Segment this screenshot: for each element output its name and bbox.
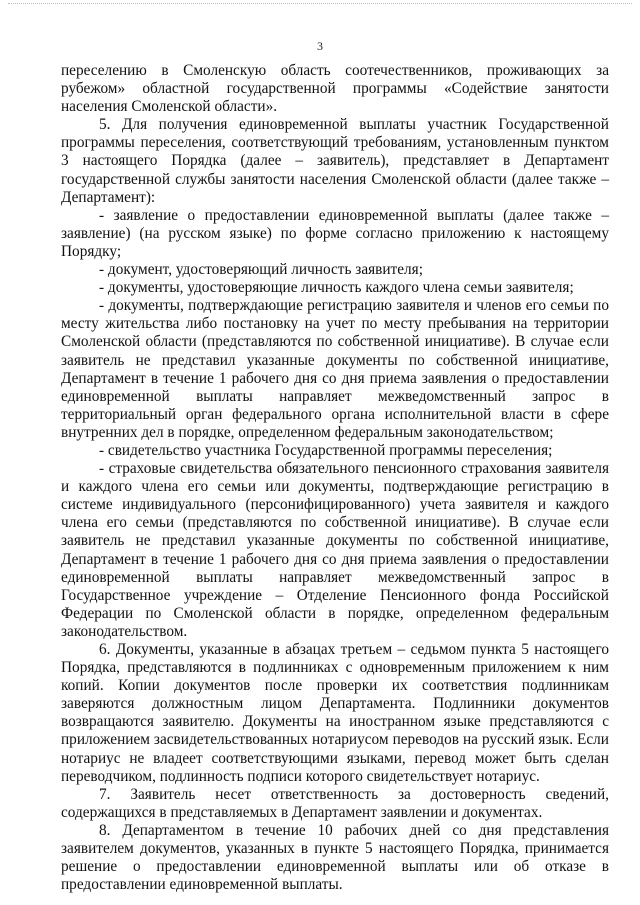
scan-edge-rule xyxy=(8,3,632,4)
list-item-application: - заявление о предоставлении единовременной выплаты (далее также – заявление) (на русском языке) по форме согласно приложению к настоящему Порядку; xyxy=(61,206,609,260)
paragraph-item-7: 7. Заявитель несет ответственность за достоверность сведений, содержащихся в представляемых в Департамент заявлении и документах. xyxy=(61,785,609,821)
paragraph-item-8: 8. Департаментом в течение 10 рабочих дней со дня представления заявителем документов, указанных в пункте 5 настоящего Порядка, принимается решение о предоставлении единовременной выплаты или об отказе в предоставлении единовременной выплаты. xyxy=(61,821,609,894)
paragraph-item-5: 5. Для получения единовременной выплаты участник Государственной программы переселения, соответствующий требованиям, установленным пунктом 3 настоящего Порядка (далее – заявитель), представляет в Департамент государственной службы занятости населения Смоленской области (далее также – Департамент): xyxy=(61,116,609,206)
paragraph-item-6: 6. Документы, указанные в абзацах третьем – седьмом пункта 5 настоящего Порядка, представляются в подлинниках с одновременным приложением к ним копий. Копии документов после проверки их соответствия подлинникам заверяются должностным лицом Департамента. Подлинники документов возвращаются заявителю. Документы на иностранном языке представляются с приложением засвидетельствованных нотариусом переводов на русский язык. Если нотариус не владеет соответствующими языками, перевод может быть сделан переводчиком, подлинность подписи которого свидетельствует нотариус. xyxy=(61,641,609,785)
page-number: 3 xyxy=(317,39,323,53)
list-item-program-certificate: - свидетельство участника Государственной программы переселения; xyxy=(99,441,553,459)
list-item-pension-insurance: - страховые свидетельства обязательного пенсионного страхования заявителя и каждого члена его семьи или документы, подтверждающие регистрацию в системе индивидуального (персонифицированного) учета заявителя и каждого члена его семьи (представляются по собственной инициативе). В случае если заявитель не представил указанные документы по собственной инициативе, Департамент в течение 1 рабочего дня со дня приема заявления о предоставлении единовременной выплаты направляет межведомственный запрос в Государственное учреждение – Отделение Пенсионного фонда Российской Федерации по Смоленской области в порядке, определенном федеральным законодательством. xyxy=(61,460,609,640)
paragraph-continuation: переселению в Смоленскую область соотечественников, проживающих за рубежом» областной государственной программы «Содействие занятости населения Смоленской области». xyxy=(61,62,609,116)
document-body xyxy=(61,62,609,894)
list-item-registration-documents: - документы, подтверждающие регистрацию заявителя и членов его семьи по месту жительства либо постановку на учет по месту пребывания на территории Смоленской области (представляются по собственной инициативе). В случае если заявитель не представил указанные документы по собственной инициативе, Департамент в течение 1 рабочего дня со дня приема заявления о предоставлении единовременной выплаты направляет межведомственный запрос в территориальный орган федерального органа исполнительной власти в сфере внутренних дел в порядке, определенном федеральным законодательством; xyxy=(61,297,609,441)
list-item-identity-document: - документ, удостоверяющий личность заявителя; xyxy=(99,261,423,279)
list-item-family-identity-documents: - документы, удостоверяющие личность каждого члена семьи заявителя; xyxy=(99,279,574,297)
